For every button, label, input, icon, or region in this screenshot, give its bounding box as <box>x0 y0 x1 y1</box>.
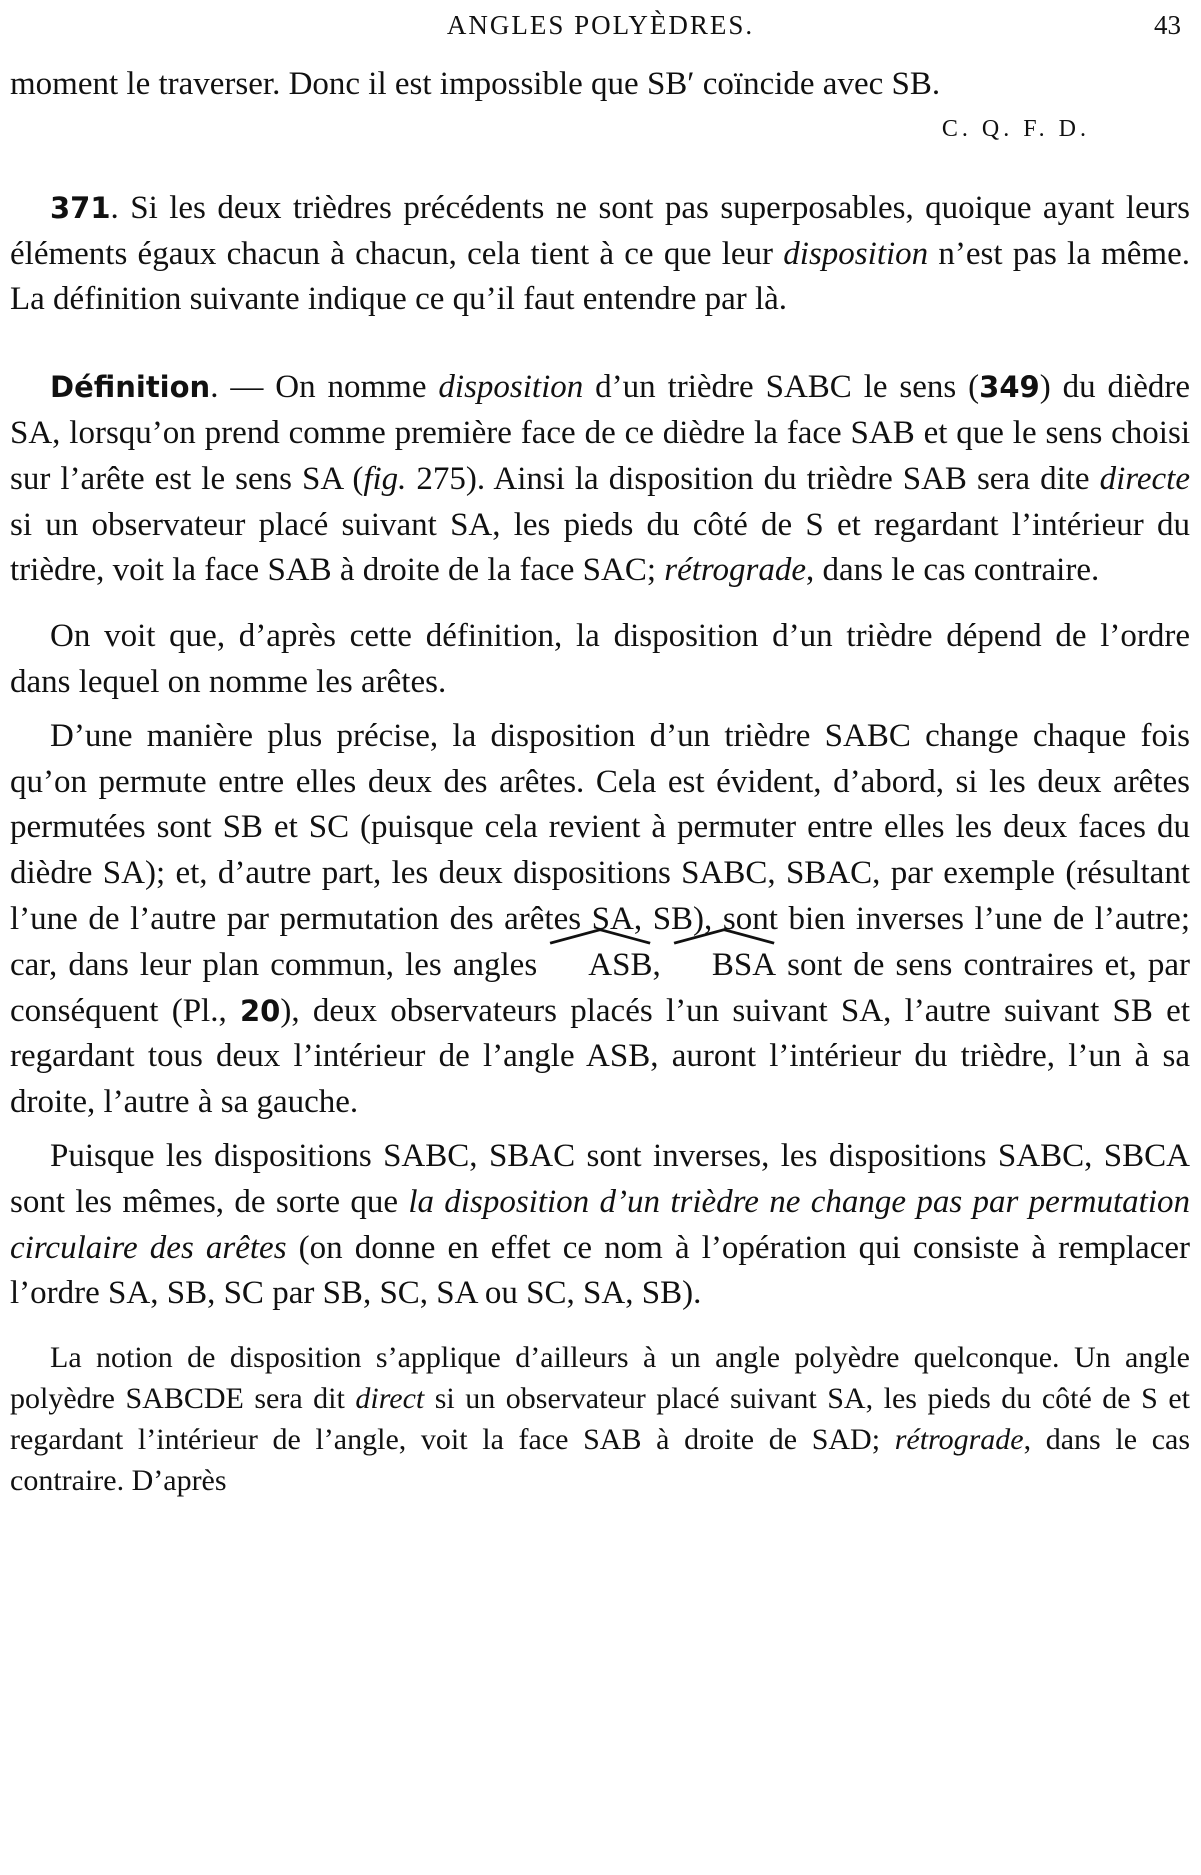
italic-term: rétrograde <box>664 552 807 589</box>
paragraph-text: , dans le cas contraire. <box>806 552 1100 589</box>
angle-asb <box>548 943 652 989</box>
italic-term: disposition <box>438 369 584 406</box>
paragraph-text: (on donne en effet ce nom à l’opération qui consiste à remplacer l’ordre SA, SB, SC par SB, SC, SA ou SC, SA, SB). <box>10 1229 1190 1312</box>
italic-term: directe <box>1099 460 1190 497</box>
paragraph-text: d’un trièdre SABC le sens ( <box>583 369 980 406</box>
paragraph-text: La notion de disposition s’applique d’ailleurs à un angle polyèdre quelconque. Un angle polyèdre SABCDE sera dit <box>10 1341 1190 1416</box>
italic-term: rétrograde <box>894 1423 1024 1457</box>
angle-label: BSA <box>711 946 777 983</box>
paragraph-text: si un observateur placé suivant SA, les pieds du côté de S et regardant l’intérieur de l’angle, voit la face SAB à droite de SAD; <box>10 1382 1190 1457</box>
paragraph-text: sont de sens contraires et, par conséquent (Pl., <box>10 946 1190 1029</box>
paragraph-polyhedral-angle <box>10 1337 1190 1501</box>
definition-label: Définition <box>50 370 211 405</box>
angle-bsa <box>672 943 776 989</box>
paragraph-text: , dans le cas contraire. D’après <box>10 1423 1190 1498</box>
paragraph-precision <box>10 714 1190 1126</box>
running-title: ANGLES POLYÈDRES. <box>446 10 755 40</box>
paragraph-text: ), deux observateurs placés l’un suivant SA, l’autre suivant SB et regardant tous deux l’intérieur de l’angle <box>10 992 1190 1075</box>
cqfd-mark: C. Q. F. D. <box>941 115 1090 142</box>
angle-label: ASB <box>586 1038 651 1075</box>
paragraph-371 <box>10 186 1190 323</box>
running-header <box>0 6 1201 46</box>
paragraph-text: 275). Ainsi la disposition du trièdre SAB sera dite <box>406 460 1100 497</box>
paragraph-text: D’une manière plus précise, la disposition d’un trièdre SABC change chaque fois qu’on permute entre elles deux des arêtes. Cela est évident, d’abord, si les deux arêtes permutées sont SB et SC (puisque cela revient à permuter entre elles les deux faces du dièdre SA); et, d’autre part, les deux dispositions SABC, SBAC, par exemple (résultant l’une de l’autre par permutation des arêtes SA, SB), sont bien inverses l’une de l’autre; car, dans leur plan commun, les angles <box>10 717 1190 983</box>
paragraph-text: n’est pas la même. La définition suivante indique ce qu’il faut entendre par là. <box>10 235 1190 318</box>
italic-term: disposition <box>783 235 929 272</box>
paragraph-text: , auront l’intérieur du trièdre, l’un à sa droite, l’autre à sa gauche. <box>10 1038 1190 1121</box>
paragraph-observation <box>10 614 1190 706</box>
angle-label: ASB <box>588 946 653 983</box>
figure-reference: fig. <box>363 460 407 497</box>
plate-reference: 20 <box>239 993 281 1028</box>
paragraph-definition <box>10 365 1190 594</box>
page-number: 43 <box>1154 10 1181 40</box>
paragraph-text: ) du dièdre SA, lorsqu’on prend comme première face de ce dièdre la face SAB et que le sens choisi sur l’arête est le sens SA ( <box>10 369 1190 497</box>
paragraph-text: . Si les deux trièdres précédents ne sont pas superposables, quoique ayant leurs éléments égaux chacun à chacun, cela tient à ce que leur <box>10 189 1190 272</box>
paragraph-text: Puisque les dispositions SABC, SBAC sont inverses, les dispositions SABC, SBCA sont les mêmes, de sorte que <box>10 1137 1190 1220</box>
paragraph-text: si un observateur placé suivant SA, les pieds du côté de S et regardant l’intérieur du trièdre, voit la face SAB à droite de la face SAC; <box>10 506 1190 589</box>
section-reference: 349 <box>979 370 1040 405</box>
body-text <box>10 62 1190 1501</box>
section-number: 371 <box>50 190 111 225</box>
paragraph-text: , <box>652 946 672 983</box>
paragraph-text: On voit que, d’après cette définition, la disposition d’un trièdre dépend de l’ordre dans lequel on nomme les arêtes. <box>10 618 1190 700</box>
paragraph-circular-permutation <box>10 1134 1190 1317</box>
paragraph-text: moment le traverser. Donc il est impossible que SB′ coïncide avec SB. <box>10 66 941 102</box>
italic-statement: la disposition d’un trièdre ne change pas par permutation circulaire des arêtes <box>10 1183 1190 1266</box>
paragraph-text: . — On nomme <box>210 369 439 406</box>
paragraph-continuation <box>10 62 1190 108</box>
italic-term: direct <box>355 1382 425 1416</box>
